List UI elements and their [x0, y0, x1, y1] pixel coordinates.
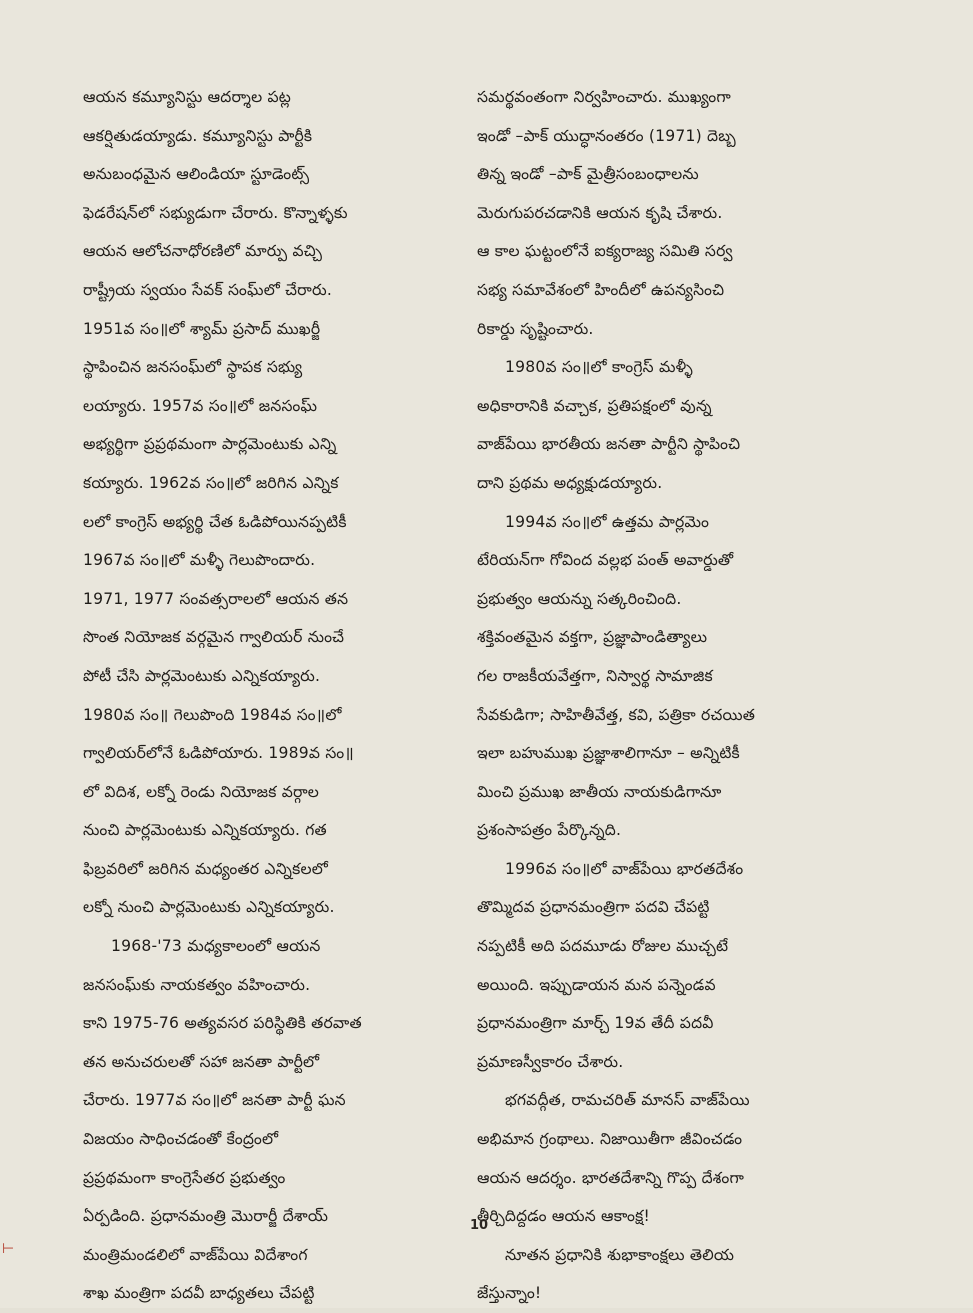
text-line: సమర్థవంతంగా నిర్వహించారు. ముఖ్యంగా: [477, 88, 731, 106]
text-line: ఆయన కమ్యూనిస్టు ఆదర్శాల పట్ల: [83, 88, 292, 106]
right-text-column: [477, 78, 847, 1313]
text-line: సొంత నియోజక వర్గమైన గ్వాలియర్ నుంచే: [83, 628, 345, 647]
text-line: నుంచి పార్లమెంటుకు ఎన్నికయ్యారు. గత: [83, 821, 327, 840]
text-line: మెరుగుపరచడానికి ఆయన కృషి చేశారు.: [477, 203, 723, 222]
text-line: లలో కాంగ్రెస్ అభ్యర్థి చేత ఓడిపోయినప్పటికీ: [83, 512, 347, 531]
text-line: ఏర్పడింది. ప్రధానమంత్రి మొరార్జీ దేశాయ్: [83, 1207, 329, 1226]
text-line: కాని 1975-76 అత్యవసర పరిస్థితికి తరవాత: [83, 1014, 362, 1033]
text-line: 1994వ సం॥లో ఉత్తమ పార్లమెం: [505, 512, 710, 531]
text-line: స్థాపించిన జనసంఘ్‌లో స్థాపక సభ్యు: [83, 358, 303, 377]
text-line: అయింది. ఇప్పుడాయన మన పన్నెండవ: [477, 975, 716, 994]
text-line: సేవకుడిగా; సాహితీవేత్త, కవి, పత్రికా రచయిత: [477, 705, 756, 724]
text-line: 1967వ సం॥లో మళ్ళీ గెలుపొందారు.: [83, 551, 316, 570]
text-line: మించి ప్రముఖ జాతీయ నాయకుడిగానూ: [477, 782, 722, 801]
text-line: తన అనుచరులతో సహా జనతా పార్టీలో: [83, 1052, 320, 1071]
text-line: తిన్న ఇండో –పాక్ మైత్రీసంబంధాలను: [477, 165, 699, 184]
page-number: 10: [470, 1218, 489, 1233]
text-line: జేస్తున్నాం!: [477, 1284, 542, 1303]
text-line: ఇలా బహుముఖ ప్రజ్ఞాశాలిగానూ – అన్నిటికీ: [477, 744, 740, 763]
text-line: తీర్చిదిద్దడం ఆయన ఆకాంక్ష!: [477, 1207, 650, 1226]
text-line: తొమ్మిదవ ప్రధానమంత్రిగా పదవి చేపట్టి: [477, 898, 710, 917]
text-line: ప్రమాణస్వీకారం చేశారు.: [477, 1052, 624, 1071]
text-line: టేరియన్‌గా గోవింద వల్లభ పంత్ అవార్డుతో: [477, 551, 734, 570]
text-line: జనసంఘ్‌కు నాయకత్వం వహించారు.: [83, 975, 311, 994]
text-line: సభ్య సమావేశంలో హిందీలో ఉపన్యసించి: [477, 280, 725, 299]
text-line: ప్రభుత్వం ఆయన్ను సత్కరించింది.: [477, 589, 682, 608]
text-line: లో విదిశ, లక్నో రెండు నియోజక వర్గాల: [83, 782, 320, 801]
text-line: 1951వ సం॥లో శ్యామ్ ప్రసాద్ ముఖర్జీ: [83, 319, 321, 338]
text-line: లక్నో నుంచి పార్లమెంటుకు ఎన్నికయ్యారు.: [83, 898, 335, 917]
text-line: లయ్యారు. 1957వ సం॥లో జనసంఘ్: [83, 396, 318, 415]
text-line: 1971, 1977 సంవత్సరాలలో ఆయన తన: [83, 589, 349, 608]
text-line: భగవద్గీత, రామచరిత్ మానస్ వాజ్‌పేయి: [505, 1091, 750, 1110]
text-line: ఆ కాల ఘట్టంలోనే ఐక్యరాజ్య సమితి సర్వ: [477, 242, 733, 261]
text-line: 1968-'73 మధ్యకాలంలో ఆయన: [111, 937, 321, 956]
text-line: చేరారు. 1977వ సం॥లో జనతా పార్టీ ఘన: [83, 1091, 346, 1110]
text-line: విజయం సాధించడంతో కేంద్రంలో: [83, 1130, 279, 1149]
text-line: ఫెడరేషన్‌లో సభ్యుడుగా చేరారు. కొన్నాళ్ళకు: [83, 203, 348, 222]
text-line: 1980వ సం॥లో కాంగ్రెస్ మళ్ళీ: [505, 358, 693, 377]
text-line: ఆయన ఆలోచనాధోరణిలో మార్పు వచ్చి: [83, 242, 323, 261]
text-line: ఇండో –పాక్ యుద్ధానంతరం (1971) దెబ్బ: [477, 126, 736, 145]
text-line: శక్తివంతమైన వక్తగా, ప్రజ్ఞాపాండిత్యాలు: [477, 628, 708, 647]
text-line: వాజ్‌పేయి భారతీయ జనతా పార్టీని స్థాపించి: [477, 435, 741, 454]
text-line: కయ్యారు. 1962వ సం॥లో జరిగిన ఎన్నిక: [83, 473, 339, 492]
text-line: నప్పటికీ అది పదమూడు రోజుల ముచ్చటే: [477, 937, 729, 956]
text-line: పోటీ చేసి పార్లమెంటుకు ఎన్నికయ్యారు.: [83, 666, 321, 685]
text-line: ఫిబ్రవరిలో జరిగిన మధ్యంతర ఎన్నికలలో: [83, 859, 328, 878]
text-line: గల రాజకీయవేత్తగా, నిస్వార్థ సామాజిక: [477, 666, 713, 685]
text-line: అభ్యర్థిగా ప్రప్రథమంగా పార్లమెంటుకు ఎన్ని: [83, 435, 337, 454]
text-line: నూతన ప్రధానికి శుభాకాంక్షలు తెలియ: [505, 1245, 735, 1264]
text-line: 1996వ సం॥లో వాజ్‌పేయి భారతదేశం: [505, 859, 744, 878]
text-line: రాష్ట్రీయ స్వయం సేవక్ సంఘ్‌లో చేరారు.: [83, 280, 332, 299]
text-line: ప్రధానమంత్రిగా మార్చ్ 19వ తేదీ పదవీ: [477, 1014, 714, 1033]
text-line: ఆయన ఆదర్శం. భారతదేశాన్ని గొప్ప దేశంగా: [477, 1168, 745, 1187]
text-line: గ్వాలియర్‌లోనే ఓడిపోయారు. 1989వ సం॥: [83, 744, 354, 763]
text-line: ప్రప్రథమంగా కాంగ్రెసేతర ప్రభుత్వం: [83, 1168, 286, 1187]
text-line: అనుబంధమైన ఆలిండియా స్టూడెంట్స్: [83, 165, 310, 184]
text-line: మంత్రిమండలిలో వాజ్‌పేయి విదేశాంగ: [83, 1245, 308, 1264]
text-line: రికార్డు సృష్టించారు.: [477, 319, 594, 338]
text-line: అభిమాన గ్రంథాలు. నిజాయితీగా జీవించడం: [477, 1130, 743, 1149]
text-line: అధికారానికి వచ్చాక, ప్రతిపక్షంలో వున్న: [477, 396, 712, 415]
text-line: ఆకర్షితుడయ్యాడు. కమ్యూనిస్టు పార్టీకి: [83, 126, 313, 145]
text-line: శాఖ మంత్రిగా పదవీ బాధ్యతలు చేపట్టి: [83, 1284, 315, 1303]
edge-mark: ⊢: [2, 1241, 15, 1257]
text-line: 1980వ సం॥ గెలుపొంది 1984వ సం॥లో: [83, 705, 342, 724]
left-text-column: [83, 78, 453, 1313]
text-line: దాని ప్రథమ అధ్యక్షుడయ్యారు.: [477, 473, 663, 492]
text-line: ప్రశంసాపత్రం పేర్కొన్నది.: [477, 821, 622, 840]
